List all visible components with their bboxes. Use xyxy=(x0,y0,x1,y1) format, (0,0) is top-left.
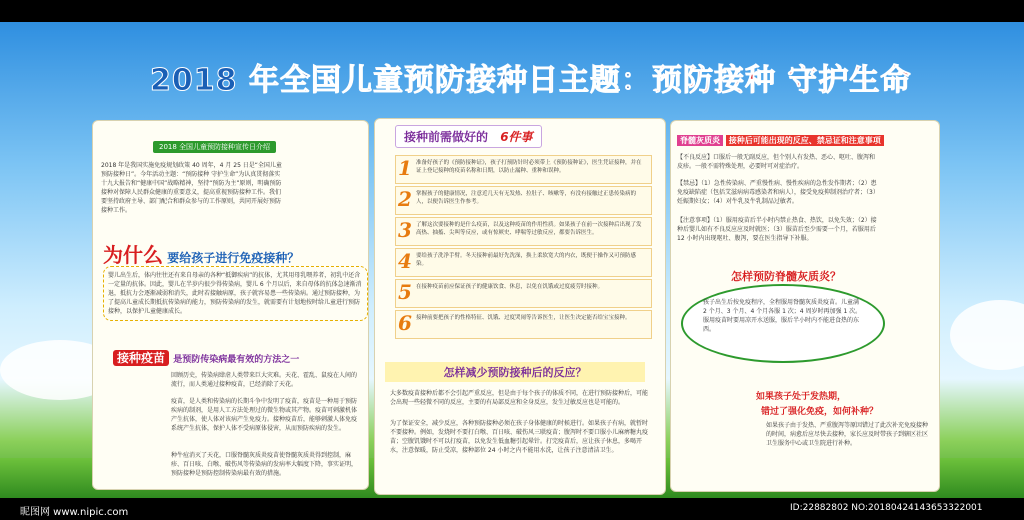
why-prefix: 为什么 xyxy=(103,243,163,267)
reduce-title: 怎样减少预防接种后的反应？ xyxy=(385,362,645,382)
vaccine-text1: 回顾历史，传染病肆虐人类带来巨大灾难。天花、霍乱、鼠疫在人间的流行，而人类通过接种疫苗，已经消除了天花。 xyxy=(171,372,358,388)
fever-q2: 错过了强化免疫，如何补种？ xyxy=(761,407,879,417)
left-panel xyxy=(92,120,369,490)
vaccine-question: 是预防传染病最有效的方法之一 xyxy=(173,355,300,365)
vaccine-text3: 种牛痘消灭了天花，口服脊髓灰质炎疫苗使脊髓灰质炎得到控制，麻疹、百日咳、白喉、破伤风等传染病的发病率大幅度下降，事实证明，预防接种是预防控制传染病最有效的措施。 xyxy=(171,452,358,477)
polio-answer-oval xyxy=(681,284,885,363)
fever-q1: 如果孩子处于发热期， xyxy=(756,392,847,402)
top-bar xyxy=(0,0,1024,22)
watermark-id: ID:22882802 NO:20180424143653322001 xyxy=(790,503,983,513)
fever-text: 如果孩子由于发热、严重腹泻等原因错过了此次补充免疫接种的时间，病愈后应尽快去接种，家长应及时带孩子到辖区社区卫生服务中心或卫生院进行补种。 xyxy=(766,422,929,447)
step-item: 4 要给孩子洗净手臂。冬天接种前最好先洗澡，换上柔软宽大的内衣，既便于操作又可预防感染。 xyxy=(395,248,652,277)
why-text: 婴儿出生后，体内往往还有来自母亲的各种“抵御疾病”的抗体，尤其用母乳喂养者，初乳中还含一定量的抗体。因此，婴儿在半岁内很少得传染病，婴儿 6 个月以后，来自母体的抗体急速渐消退，抵抗力会逐渐减弱和消失，此时若接触病原，孩子就容易患一些传染病。通过预防接种，为了提高儿童成长期抵抗传染病的能力，预防传染病的发生，就需要有计划地按时给儿童进行预防接种，以保护儿童健康成长。 xyxy=(103,266,368,321)
vaccine-label: 接种疫苗 xyxy=(113,350,169,366)
title-theme: 预防接种 守护生命 xyxy=(651,63,912,98)
intro-header: 2018 全国儿童预防接种宣传日介绍 xyxy=(153,141,276,153)
middle-panel xyxy=(374,118,666,495)
polio-contraindications: 【禁忌】（1）急性传染病、严重慢性病、慢性疾病的急性发作期者；（2）患免疫缺陷症（包括艾滋病病毒感染者和病人），接受免疫抑制剂治疗者；（3）妊娠期妇女；（4）对牛乳及牛乳制品过敏者。 xyxy=(677,180,877,205)
step-item: 3 了解这次要接种的是什么疫苗，以及这种疫苗的作用性质。如果孩子在前一次接种后出现了发高热、抽搐、尖叫等反应，或有惊厥史、哮喘等过敏反应，都要告诉医生。 xyxy=(395,217,652,246)
title-main: 2018 年全国儿童预防接种日主题： xyxy=(150,63,652,98)
polio-notes: 【注意事项】（1）服用疫苗后半小时内禁止热食、热饮，以免失效；（2）接种后婴儿如有不良反应应及时就医；（3）服苗后至少需要一个月，若服用后 12 小时内出现呕吐、腹泻，要在医生指导下补服。 xyxy=(677,217,877,242)
right-panel xyxy=(670,120,940,492)
steps-header: 接种前需做好的 xyxy=(404,130,489,144)
watermark-site: 昵图网 www.nipic.com xyxy=(20,507,129,518)
vaccine-text2: 疫苗，是人类和传染病的长期斗争中发明了疫苗，疫苗是一种用于预防疾病的制剂，是用人工方法处理过的微生物或其产物。疫苗可刺激机体产生抗体，使人体对该病产生免疫力。接种疫苗后，能够刺激人体免疫系统产生抗体，保护人体不受病原体侵害，从而预防疾病的发生。 xyxy=(171,398,358,432)
polio-question: 怎样预防脊髓灰质炎？ xyxy=(731,270,841,283)
step-item: 6 接种前要把孩子的性格特征、饥饿、过度哭闹等告诉医生，让医生决定能否给宝宝接种。 xyxy=(395,310,652,339)
polio-answer: 孩子出生后按免疫程序，全程服用脊髓灰质炎疫苗。儿童满 2 个月、3 个月、4 个月各服 1 次；4 周岁时再加强 1 次。服用疫苗时要用凉开水送服，服后半小时内不能进食热的东西。 xyxy=(703,299,862,333)
step-item: 5 在接种疫苗前应保证孩子的健康饮食、休息，以免在饥饿或过度疲劳时接种。 xyxy=(395,279,652,308)
why-question: 要给孩子进行免疫接种？ xyxy=(167,251,300,265)
polio-side-effects: 【不良反应】口服后一般无副反应，但个别人有发热、恶心、呕吐、腹泻和皮疹。一般不需特殊处理，必要时可对症治疗。 xyxy=(677,154,876,170)
reduce-text1: 大多数疫苗接种后都不会引起严重反应，但是由于每个孩子的体质不同，在进行预防接种后，可能会出现一些轻微不同的反应，主要的有局部反应和全身反应，发生过敏反应也是可能的。 xyxy=(390,390,649,406)
reduce-text2: 为了保证安全，减少反应，各种预防接种必须在孩子身体健康的时候进行。如果孩子有病，就暂时不要接种。例如，发烧时不要打白喉、百日咳、破伤风三联疫苗；腹泻时不要口服小儿麻痹糖丸疫苗；空腹饥饿时不可以打疫苗，以免发生低血糖引起晕针。打完疫苗后，应让孩子休息，多喝开水，注意保暖，防止受凉，接种部位 24 小时之内不能用水洗，让孩子注意清洁卫生。 xyxy=(390,420,649,454)
poster-title xyxy=(150,55,912,99)
step-item: 1 准备好孩子的《预防接种证》，孩子打预防针时必须带上《预防接种证》，医生凭证接种，并在证上登记接种的疫苗名称和日期，以防止漏种、重种和误种。 xyxy=(395,155,652,184)
steps-count: 6件事 xyxy=(500,130,533,144)
step-item: 2 掌握孩子的健康情况，注意近几天有无发热、拉肚子、咳嗽等，有没有接触过正患传染病的人，以便告诉医生作参考。 xyxy=(395,186,652,215)
intro-text: 2018 年是我国实施免疫规划政策 40 周年，4 月 25 日是“全国儿童预防接种日”。今年活动主题：“预防接种 守护生命”为认真贯彻落实十九大报告和“健康中国”战略精神，坚持“预防为主”原则，明确预防接种对保障人民群众健康的重要意义，提高重视预防接种工作。我们要坚持政府主导、部门配合和群众参与的工作原则，共同开展好预防接种工作。 xyxy=(101,162,282,214)
polio-header: 脊髓灰质炎 接种后可能出现的反应、禁忌证和注意事项 xyxy=(677,135,884,146)
